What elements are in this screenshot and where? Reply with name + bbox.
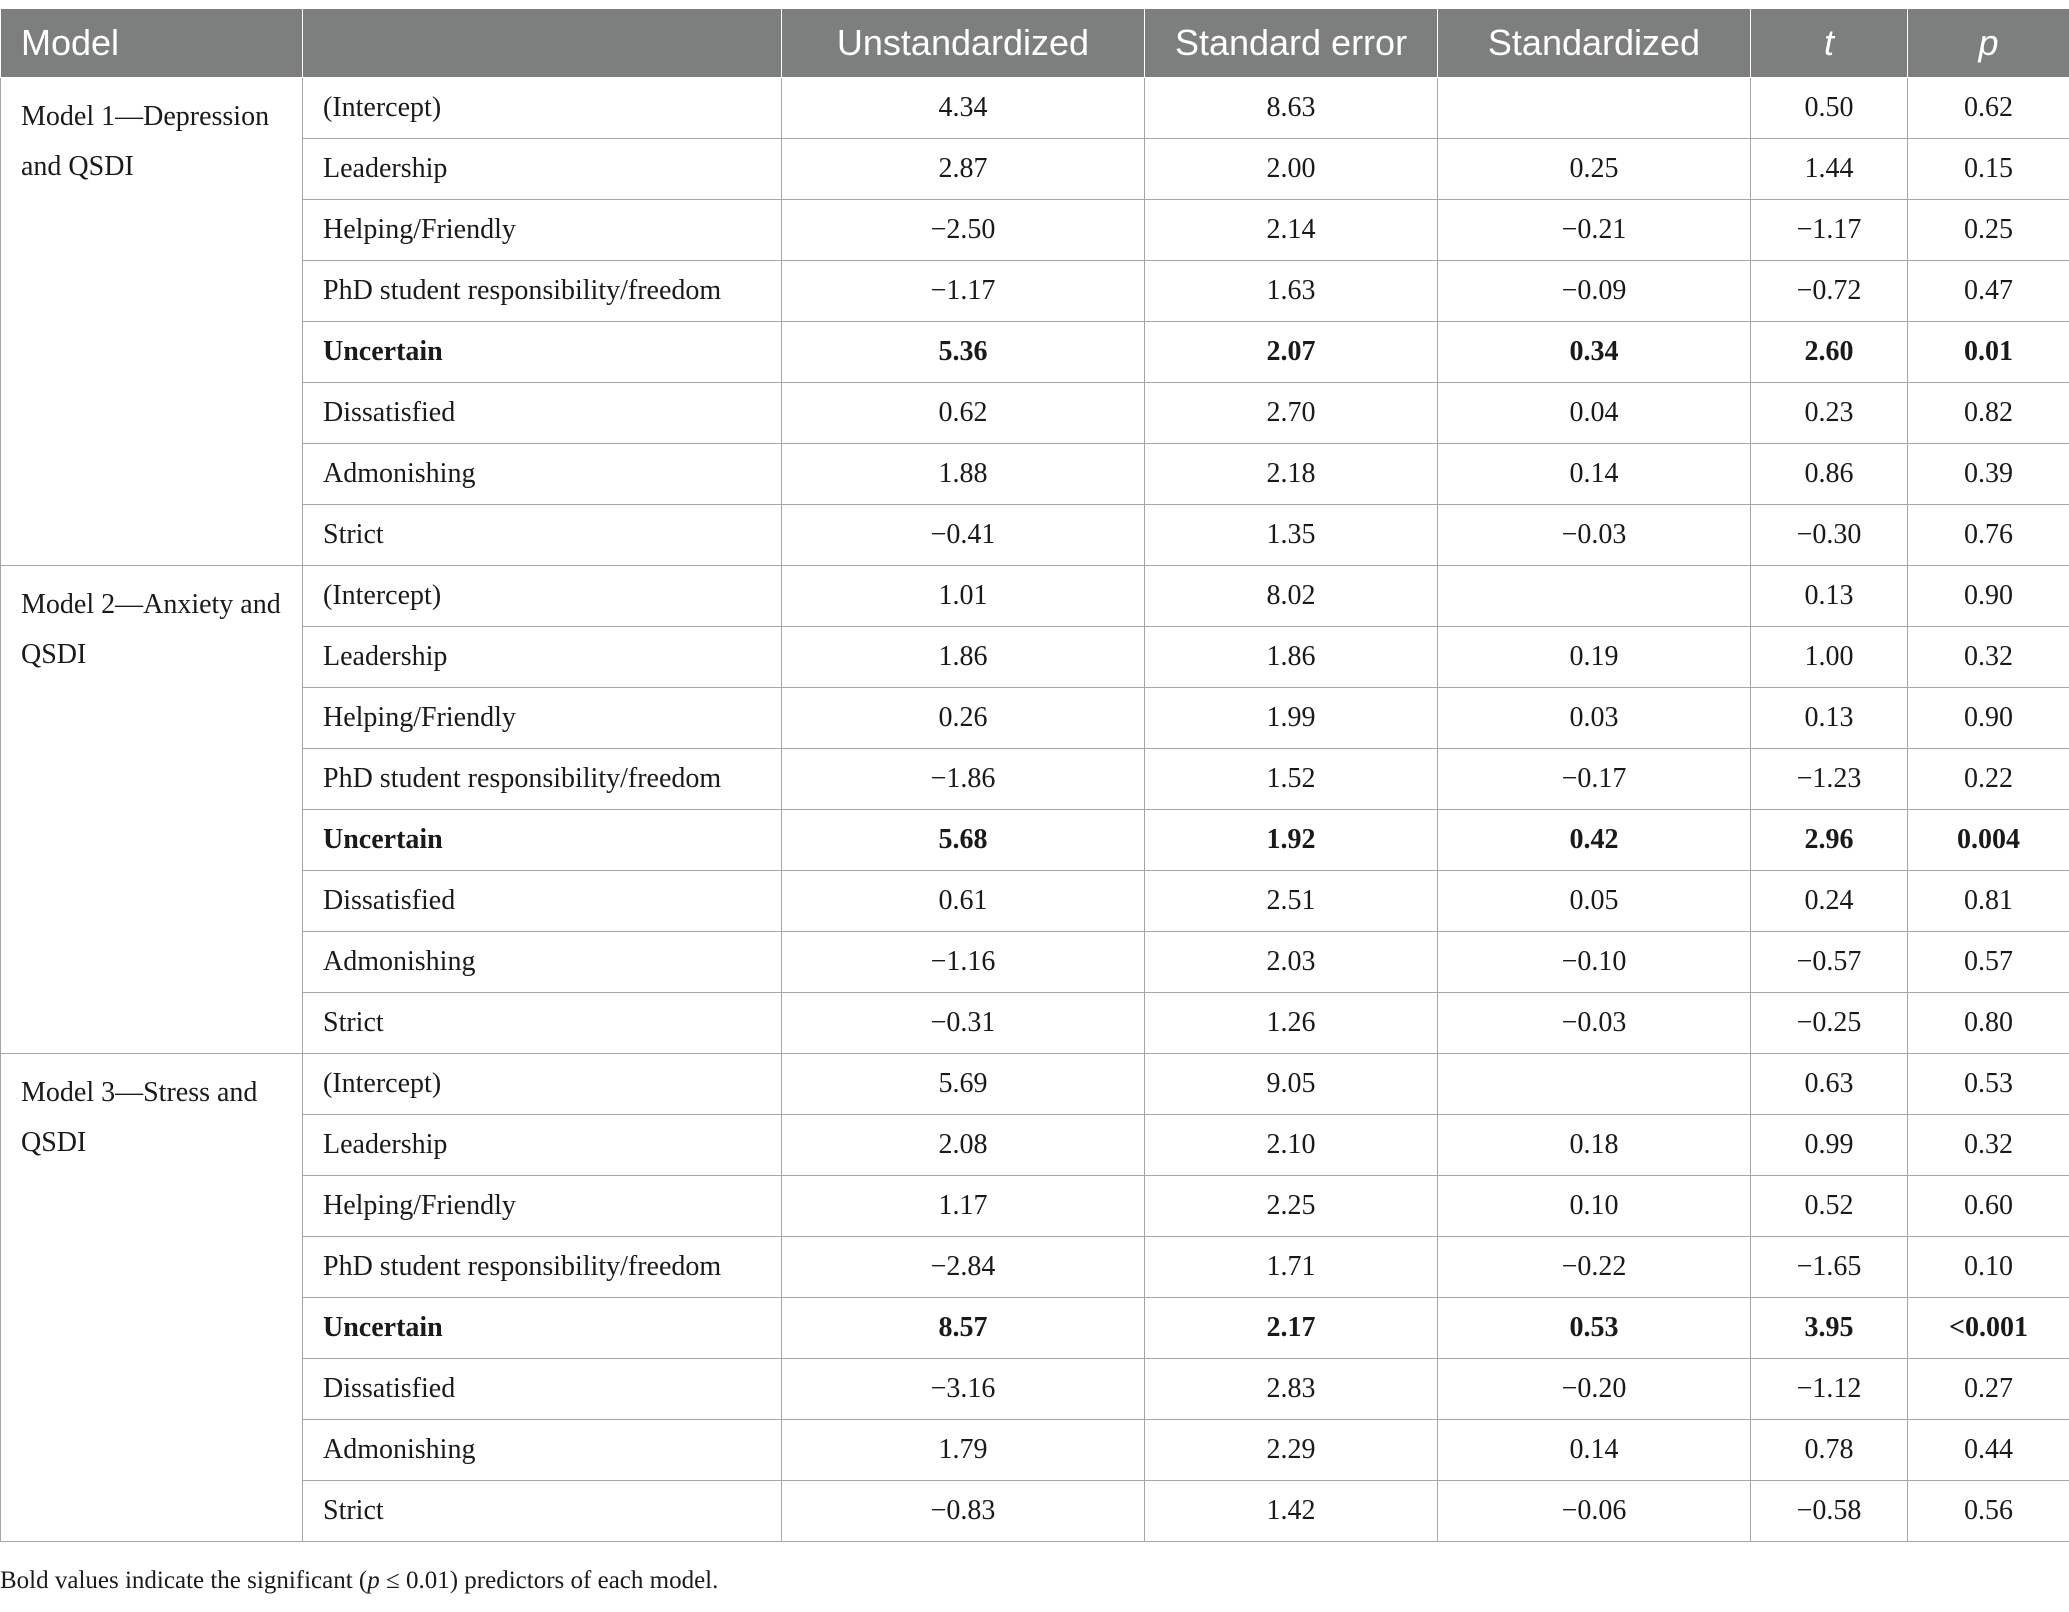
cell-predictor: Leadership <box>303 627 782 688</box>
cell-t: −0.58 <box>1751 1481 1908 1542</box>
cell-p: 0.60 <box>1908 1176 2069 1237</box>
cell-p: 0.32 <box>1908 1115 2069 1176</box>
cell-predictor: Strict <box>303 993 782 1054</box>
cell-predictor: Admonishing <box>303 932 782 993</box>
cell-p: 0.57 <box>1908 932 2069 993</box>
table-body <box>1 78 2069 1542</box>
cell-standardized: −0.03 <box>1438 993 1751 1054</box>
cell-standardized: 0.34 <box>1438 322 1751 383</box>
cell-unstandardized: −0.83 <box>782 1481 1145 1542</box>
cell-predictor: Leadership <box>303 1115 782 1176</box>
cell-standardized: 0.10 <box>1438 1176 1751 1237</box>
cell-p: 0.25 <box>1908 200 2069 261</box>
table-row <box>1 444 2069 505</box>
table-row <box>1 1420 2069 1481</box>
cell-standard-error: 2.07 <box>1145 322 1438 383</box>
cell-predictor: PhD student responsibility/freedom <box>303 1237 782 1298</box>
cell-predictor: (Intercept) <box>303 78 782 139</box>
cell-predictor: Helping/Friendly <box>303 1176 782 1237</box>
cell-unstandardized: 0.62 <box>782 383 1145 444</box>
cell-p: 0.10 <box>1908 1237 2069 1298</box>
header-row <box>1 9 2069 78</box>
header-standard-error: Standard error <box>1145 9 1438 78</box>
header-model: Model <box>1 9 303 78</box>
table-row <box>1 1176 2069 1237</box>
table-row <box>1 383 2069 444</box>
cell-standardized: 0.03 <box>1438 688 1751 749</box>
header-p: p <box>1908 9 2069 78</box>
cell-t: −0.25 <box>1751 993 1908 1054</box>
cell-standard-error: 1.35 <box>1145 505 1438 566</box>
cell-unstandardized: 0.61 <box>782 871 1145 932</box>
cell-t: 0.50 <box>1751 78 1908 139</box>
cell-t: 0.52 <box>1751 1176 1908 1237</box>
regression-table <box>0 8 2069 1542</box>
table-row <box>1 1115 2069 1176</box>
cell-p: 0.01 <box>1908 322 2069 383</box>
cell-unstandardized: 5.69 <box>782 1054 1145 1115</box>
cell-t: −0.30 <box>1751 505 1908 566</box>
cell-t: −1.12 <box>1751 1359 1908 1420</box>
cell-predictor: Admonishing <box>303 1420 782 1481</box>
cell-t: 0.24 <box>1751 871 1908 932</box>
cell-standard-error: 1.86 <box>1145 627 1438 688</box>
cell-standardized: −0.20 <box>1438 1359 1751 1420</box>
table-row <box>1 1359 2069 1420</box>
cell-standardized: −0.06 <box>1438 1481 1751 1542</box>
cell-predictor: Admonishing <box>303 444 782 505</box>
model-label: Model 3—Stress and QSDI <box>1 1054 303 1542</box>
footnote-after: ≤ 0.01) predictors of each model. <box>379 1567 719 1594</box>
cell-standard-error: 2.51 <box>1145 871 1438 932</box>
cell-standardized: −0.22 <box>1438 1237 1751 1298</box>
model-label: Model 1—Depression and QSDI <box>1 78 303 566</box>
cell-p: 0.47 <box>1908 261 2069 322</box>
cell-p: 0.22 <box>1908 749 2069 810</box>
cell-standardized: −0.17 <box>1438 749 1751 810</box>
header-unstandardized: Unstandardized <box>782 9 1145 78</box>
cell-p: 0.90 <box>1908 688 2069 749</box>
cell-standard-error: 2.03 <box>1145 932 1438 993</box>
cell-standardized <box>1438 1054 1751 1115</box>
cell-t: 3.95 <box>1751 1298 1908 1359</box>
cell-unstandardized: 1.79 <box>782 1420 1145 1481</box>
table-row <box>1 749 2069 810</box>
cell-p: 0.53 <box>1908 1054 2069 1115</box>
cell-unstandardized: −2.84 <box>782 1237 1145 1298</box>
cell-t: −0.72 <box>1751 261 1908 322</box>
cell-standardized: −0.10 <box>1438 932 1751 993</box>
cell-t: −1.65 <box>1751 1237 1908 1298</box>
header-predictor <box>303 9 782 78</box>
cell-unstandardized: −0.31 <box>782 993 1145 1054</box>
table-row <box>1 200 2069 261</box>
cell-predictor: Uncertain <box>303 810 782 871</box>
table-row <box>1 810 2069 871</box>
cell-standardized: −0.09 <box>1438 261 1751 322</box>
cell-p: 0.27 <box>1908 1359 2069 1420</box>
cell-unstandardized: 1.88 <box>782 444 1145 505</box>
cell-t: −0.57 <box>1751 932 1908 993</box>
cell-standard-error: 2.10 <box>1145 1115 1438 1176</box>
cell-standardized: 0.19 <box>1438 627 1751 688</box>
cell-p: 0.39 <box>1908 444 2069 505</box>
cell-unstandardized: 4.34 <box>782 78 1145 139</box>
cell-p: 0.44 <box>1908 1420 2069 1481</box>
cell-standardized: −0.21 <box>1438 200 1751 261</box>
cell-predictor: Strict <box>303 1481 782 1542</box>
cell-p: 0.32 <box>1908 627 2069 688</box>
cell-standardized: 0.04 <box>1438 383 1751 444</box>
cell-t: 0.13 <box>1751 688 1908 749</box>
cell-standardized: 0.42 <box>1438 810 1751 871</box>
cell-standard-error: 2.14 <box>1145 200 1438 261</box>
table-row <box>1 139 2069 200</box>
cell-standardized: −0.03 <box>1438 505 1751 566</box>
cell-p: 0.81 <box>1908 871 2069 932</box>
table-row <box>1 1054 2069 1115</box>
regression-table-container <box>0 8 2069 1542</box>
cell-standardized <box>1438 566 1751 627</box>
cell-t: 0.86 <box>1751 444 1908 505</box>
cell-standard-error: 2.17 <box>1145 1298 1438 1359</box>
cell-unstandardized: 1.86 <box>782 627 1145 688</box>
cell-standard-error: 2.25 <box>1145 1176 1438 1237</box>
cell-standard-error: 1.63 <box>1145 261 1438 322</box>
cell-standard-error: 9.05 <box>1145 1054 1438 1115</box>
cell-unstandardized: −1.16 <box>782 932 1145 993</box>
table-row <box>1 871 2069 932</box>
cell-standard-error: 1.92 <box>1145 810 1438 871</box>
cell-t: 0.78 <box>1751 1420 1908 1481</box>
table-row <box>1 932 2069 993</box>
cell-standard-error: 1.52 <box>1145 749 1438 810</box>
cell-standard-error: 2.70 <box>1145 383 1438 444</box>
cell-predictor: Strict <box>303 505 782 566</box>
footnote-before: Bold values indicate the significant ( <box>0 1567 368 1594</box>
cell-unstandardized: −3.16 <box>782 1359 1145 1420</box>
cell-predictor: Helping/Friendly <box>303 200 782 261</box>
cell-t: 1.00 <box>1751 627 1908 688</box>
cell-predictor: Leadership <box>303 139 782 200</box>
cell-p: <0.001 <box>1908 1298 2069 1359</box>
cell-unstandardized: −1.17 <box>782 261 1145 322</box>
cell-predictor: PhD student responsibility/freedom <box>303 261 782 322</box>
table-row <box>1 78 2069 139</box>
cell-predictor: Uncertain <box>303 322 782 383</box>
table-row <box>1 261 2069 322</box>
cell-t: 0.23 <box>1751 383 1908 444</box>
table-row <box>1 1298 2069 1359</box>
cell-t: −1.23 <box>1751 749 1908 810</box>
header-standardized: Standardized <box>1438 9 1751 78</box>
cell-unstandardized: 2.87 <box>782 139 1145 200</box>
cell-standardized: 0.14 <box>1438 1420 1751 1481</box>
cell-t: −1.17 <box>1751 200 1908 261</box>
cell-t: 2.96 <box>1751 810 1908 871</box>
table-row <box>1 505 2069 566</box>
cell-unstandardized: 8.57 <box>782 1298 1145 1359</box>
model-label: Model 2—Anxiety and QSDI <box>1 566 303 1054</box>
cell-unstandardized: −1.86 <box>782 749 1145 810</box>
table-row <box>1 566 2069 627</box>
cell-standard-error: 8.02 <box>1145 566 1438 627</box>
table-header <box>1 9 2069 78</box>
cell-unstandardized: 1.01 <box>782 566 1145 627</box>
cell-standard-error: 1.26 <box>1145 993 1438 1054</box>
cell-predictor: (Intercept) <box>303 566 782 627</box>
cell-unstandardized: 5.36 <box>782 322 1145 383</box>
cell-standard-error: 2.29 <box>1145 1420 1438 1481</box>
cell-predictor: Dissatisfied <box>303 1359 782 1420</box>
cell-p: 0.82 <box>1908 383 2069 444</box>
cell-t: 2.60 <box>1751 322 1908 383</box>
cell-standardized: 0.53 <box>1438 1298 1751 1359</box>
cell-standardized: 0.05 <box>1438 871 1751 932</box>
cell-unstandardized: −0.41 <box>782 505 1145 566</box>
cell-unstandardized: 0.26 <box>782 688 1145 749</box>
cell-p: 0.80 <box>1908 993 2069 1054</box>
footnote-p-symbol: p <box>367 1567 380 1594</box>
table-row <box>1 322 2069 383</box>
table-row <box>1 993 2069 1054</box>
table-row <box>1 1237 2069 1298</box>
cell-standard-error: 8.63 <box>1145 78 1438 139</box>
cell-p: 0.76 <box>1908 505 2069 566</box>
cell-unstandardized: 5.68 <box>782 810 1145 871</box>
cell-unstandardized: 2.08 <box>782 1115 1145 1176</box>
cell-p: 0.62 <box>1908 78 2069 139</box>
cell-standard-error: 1.42 <box>1145 1481 1438 1542</box>
table-row <box>1 688 2069 749</box>
table-row <box>1 627 2069 688</box>
cell-t: 1.44 <box>1751 139 1908 200</box>
table-row <box>1 1481 2069 1542</box>
cell-standardized: 0.18 <box>1438 1115 1751 1176</box>
cell-predictor: Dissatisfied <box>303 383 782 444</box>
cell-unstandardized: 1.17 <box>782 1176 1145 1237</box>
cell-standard-error: 2.00 <box>1145 139 1438 200</box>
header-t: t <box>1751 9 1908 78</box>
cell-predictor: Dissatisfied <box>303 871 782 932</box>
table-footnote <box>0 1567 718 1595</box>
cell-unstandardized: −2.50 <box>782 200 1145 261</box>
cell-predictor: (Intercept) <box>303 1054 782 1115</box>
cell-p: 0.90 <box>1908 566 2069 627</box>
cell-standard-error: 2.18 <box>1145 444 1438 505</box>
cell-p: 0.004 <box>1908 810 2069 871</box>
cell-standardized: 0.25 <box>1438 139 1751 200</box>
cell-standard-error: 1.99 <box>1145 688 1438 749</box>
cell-standard-error: 1.71 <box>1145 1237 1438 1298</box>
cell-p: 0.56 <box>1908 1481 2069 1542</box>
cell-predictor: Helping/Friendly <box>303 688 782 749</box>
cell-predictor: PhD student responsibility/freedom <box>303 749 782 810</box>
cell-t: 0.63 <box>1751 1054 1908 1115</box>
cell-t: 0.99 <box>1751 1115 1908 1176</box>
cell-standard-error: 2.83 <box>1145 1359 1438 1420</box>
cell-predictor: Uncertain <box>303 1298 782 1359</box>
cell-standardized: 0.14 <box>1438 444 1751 505</box>
cell-t: 0.13 <box>1751 566 1908 627</box>
cell-standardized <box>1438 78 1751 139</box>
cell-p: 0.15 <box>1908 139 2069 200</box>
